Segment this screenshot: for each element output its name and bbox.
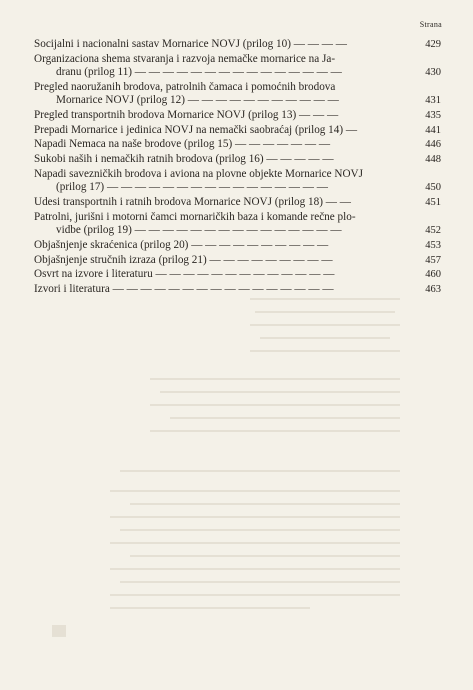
toc-entry-page: 463 [425, 284, 441, 296]
toc-entry-title: Napadi savezničkih brodova i aviona na plovne objekte Mornarice NOVJ [34, 167, 363, 180]
toc-entry-title: Pregled transportnih brodova Mornarice NOVJ (prilog 13) — — — [34, 108, 339, 121]
toc-entry [34, 38, 441, 51]
toc-entry-title: Izvori i literatura — — — — — — — — — — — — — — — — [34, 283, 334, 296]
toc-entry [34, 138, 441, 151]
toc-entry-page: 431 [425, 95, 441, 106]
toc-entry-page: 435 [425, 109, 441, 121]
toc-entry-title: Socijalni i nacionalni sastav Mornarice NOVJ (prilog 10) — — — — [34, 38, 347, 50]
toc-entry-title-continued: (prilog 17) — — — — — — — — — — — — — — — — [56, 181, 328, 194]
toc-entry-title: Patrolni, jurišni i motorni čamci mornaričkih baza i komande rečne plo- [34, 210, 356, 223]
toc-entry [34, 254, 441, 267]
toc-entry-page: 457 [425, 254, 441, 266]
toc-entry-title: Objašnjenje skraćenica (prilog 20) — — — — — — — — — — [34, 238, 329, 251]
toc-entry-title-continued: Mornarice NOVJ (prilog 12) — — — — — — — — — — — [56, 94, 339, 106]
toc-entry [34, 239, 441, 252]
table-of-contents [34, 38, 441, 298]
toc-entry-page: 450 [425, 182, 441, 194]
toc-entry-page: 452 [425, 224, 441, 236]
toc-entry-title-continued: vidbe (prilog 19) — — — — — — — — — — — — — — — [56, 223, 342, 236]
toc-entry [34, 153, 441, 166]
toc-entry [34, 196, 441, 209]
toc-entry-title: Sukobi naših i nemačkih ratnih brodova (prilog 16) — — — — — [34, 153, 334, 166]
toc-entry-page: 460 [425, 269, 441, 281]
toc-entry-title-continued: dranu (prilog 11) — — — — — — — — — — — — — — — [56, 66, 342, 78]
page-column-heading: Strana [419, 20, 442, 29]
toc-entry [34, 283, 441, 296]
toc-entry-title: Organizaciona shema stvaranja i razvoja nemačke mornarice na Ja- [34, 52, 336, 65]
toc-entry [34, 53, 441, 79]
toc-entry [34, 124, 441, 137]
toc-entry-title: Udesi transportnih i ratnih brodova Mornarice NOVJ (prilog 18) — — [34, 195, 351, 208]
toc-entry-title: Napadi Nemaca na naše brodove (prilog 15) — — — — — — — [34, 138, 331, 151]
toc-entry [34, 109, 441, 122]
toc-entry-title: Osvrt na izvore i literaturu — — — — — — — — — — — — — [34, 268, 335, 281]
toc-entry [34, 211, 441, 237]
toc-entry-page: 448 [425, 154, 441, 166]
toc-entry-page: 453 [425, 239, 441, 251]
toc-entry-page: 429 [425, 39, 441, 50]
toc-entry-page: 446 [425, 139, 441, 151]
toc-entry [34, 168, 441, 194]
toc-entry [34, 268, 441, 281]
toc-entry-title: Objašnjenje stručnih izraza (prilog 21) — — — — — — — — — [34, 253, 333, 266]
toc-entry-page: 451 [425, 196, 441, 208]
toc-entry [34, 81, 441, 107]
toc-entry-title: Pregled naoružanih brodova, patrolnih čamaca i pomoćnih brodova [34, 80, 336, 93]
toc-entry-title: Prepadi Mornarice i jedinica NOVJ na nemački saobraćaj (prilog 14) — [34, 123, 358, 136]
toc-entry-page: 441 [425, 124, 441, 136]
toc-entry-page: 430 [425, 67, 441, 78]
